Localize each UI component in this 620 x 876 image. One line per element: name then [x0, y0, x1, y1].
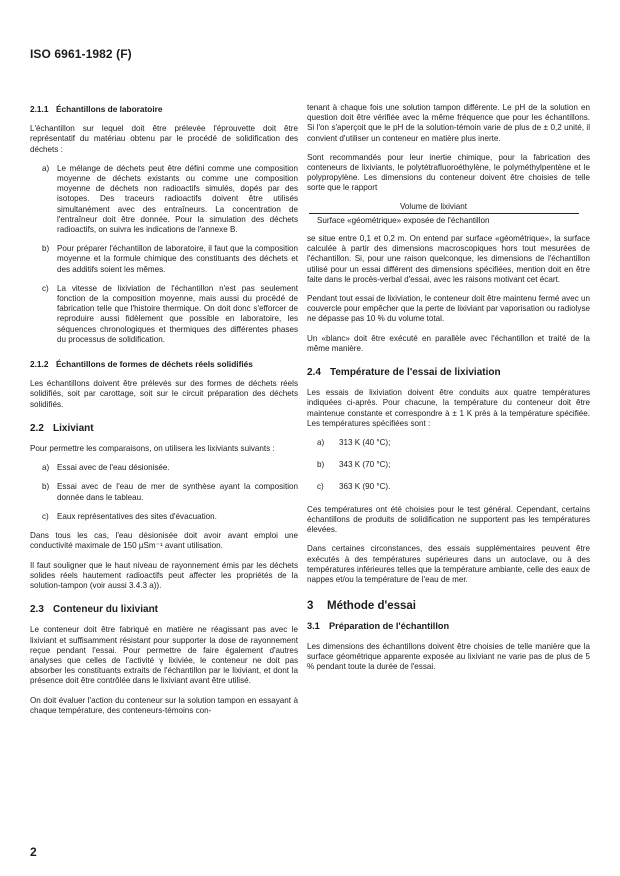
- list-item: [30, 482, 298, 502]
- list-marker: c): [42, 511, 49, 521]
- section-title: Température de l'essai de lixiviation: [330, 367, 501, 379]
- section-heading: [307, 621, 590, 631]
- left-column: [30, 104, 298, 725]
- list-marker: a): [42, 163, 50, 173]
- list-item-text: Essai avec de l'eau de mer de synthèse ayant la composition donnée dans le tableau.: [57, 482, 298, 502]
- list-item-text: 343 K (70 °C);: [339, 460, 391, 470]
- section-heading: [30, 605, 298, 615]
- section-heading: [30, 359, 298, 369]
- section-heading: [307, 368, 590, 378]
- paragraph: Un «blanc» doit être exécuté en parallèle avec l'échantillon et traité de la même manière.: [307, 333, 590, 353]
- page-header: ISO 6961-1982 (F): [30, 47, 132, 61]
- temperature-item: [317, 460, 590, 470]
- paragraph: Dans certaines circonstances, des essais supplémentaires peuvent être exécutés à des températures supérieures dans un autoclave, ou à des températures inférieures telles que la température ambiante, celle des eaux de nappes et/ou la température de l'eau de mer.: [307, 544, 590, 584]
- list-marker: b): [317, 460, 325, 470]
- paragraph: Dans tous les cas, l'eau désionisée doit avoir avant emploi une conductivité maximale de 150 µSm⁻¹ avant utilisation.: [30, 531, 298, 551]
- list-item: [30, 284, 298, 345]
- list-item-text: Pour préparer l'échantillon de laboratoire, il faut que la composition moyenne et la formule chimique des constituants des déchets et des additifs soient les mêmes.: [57, 244, 298, 274]
- right-column: [307, 103, 590, 681]
- section-title: Échantillons de formes de déchets réels solidifiés: [56, 359, 253, 370]
- list-marker: c): [317, 482, 324, 492]
- paragraph: Les dimensions des échantillons doivent être choisies de telle manière que la surface géométrique apparente exposée au lixiviant ne varie pas de plus de 5 % pendant toute la durée de l'essai.: [307, 641, 590, 671]
- list-item-text: 313 K (40 °C);: [339, 438, 391, 448]
- paragraph: Les essais de lixiviation doivent être conduits aux quatre températures indiquées ci-après. Pour chacune, la température du conteneur doit être maintenue constante et correspondre à ± 1 K près à la température spécifiée. Les températures spécifiées sont :: [307, 388, 590, 428]
- paragraph: Pour permettre les comparaisons, on utilisera les lixiviants suivants :: [30, 444, 275, 454]
- list-marker: a): [317, 438, 325, 448]
- section-title: Lixiviant: [53, 422, 94, 434]
- chapter-heading: [307, 601, 590, 611]
- page-number: 2: [30, 845, 37, 859]
- list-item-text: Eaux représentatives des sites d'évacuation.: [57, 511, 217, 521]
- section-title: Préparation de l'échantillon: [329, 621, 450, 632]
- paragraph: se situe entre 0,1 et 0,2 m. On entend par surface «géométrique», la surface calculée à partir des dimensions macroscopiques hors tout mesurées de l'échantillon. Si, pour une raison quelconque, les dimensions de l'échantillon utilisé pour un essai différent des dimensions spécifiées, mention doit en être faite dans le procès-verbal d'essai, avec les raisons motivant cet écart.: [307, 234, 590, 284]
- section-title: Conteneur du lixiviant: [53, 604, 159, 616]
- list-marker: b): [42, 244, 50, 254]
- fraction-denominator: Surface «géométrique» exposée de l'échantillon: [317, 215, 490, 225]
- list-item-text: Essai avec de l'eau désionisée.: [57, 463, 170, 473]
- paragraph: L'échantillon sur lequel doit être prélevée l'éprouvette doit être représentatif du matériau obtenu par le procédé de solidification des déchets :: [30, 124, 298, 154]
- list-marker: c): [42, 283, 49, 293]
- list-item-text: La vitesse de lixiviation de l'échantillon n'est pas seulement fonction de la composition moyenne, mais aussi du procédé de fabrication telle que l'histoire thermique. On doit donc s'efforcer de reproduire aussi fidèlement que possible en laboratoire, les séquences chronologiques et thermiques des différentes phases du processus de solidification.: [57, 283, 298, 344]
- paragraph: Pendant tout essai de lixiviation, le conteneur doit être maintenu fermé avec un couvercle pour empêcher que la perte de lixiviant par vaporisation ou radiolyse ne dépasse pas 10 % du volume total.: [307, 294, 591, 324]
- list-item: [30, 512, 298, 522]
- paragraph: Le conteneur doit être fabriqué en matière ne réagissant pas avec le lixiviant et suffisamment résistant pour supporter la dose de rayonnement reçue pendant l'essai. Pour permettre de faire également d'autres analyses que celles de l'activité γ lixiviée, le conteneur ne doit pas absorber les constituants extraits de l'échantillon par le lixiviant, et dont la présence doit être contrôlée dans le lixiviant avant être utilisé.: [30, 625, 298, 686]
- fraction-numerator: Volume de lixiviant: [399, 201, 468, 211]
- temperature-item: [317, 438, 590, 448]
- list-marker: b): [42, 482, 50, 492]
- ratio-formula: [307, 202, 590, 226]
- section-title: Méthode d'essai: [327, 600, 417, 613]
- section-number: 2.2: [30, 422, 44, 434]
- list-item-text: 363 K (90 °C).: [339, 482, 391, 492]
- paragraph: Les échantillons doivent être prélevés sur des formes de déchets réels solidifiés, soit par carottage, soit sur le circuit préparation des déchets solidifiés.: [30, 379, 298, 409]
- list-item: [30, 244, 298, 275]
- paragraph: Sont recommandés pour leur inertie chimique, pour la fabrication des conteneurs de lixiviants, le polytétrafluoroéthylène, le polyméthylpentène et le polypropylène. Les dimensions du conteneur doivent être choisies de telle sorte que le rapport: [307, 152, 590, 193]
- section-number: 2.1.1: [30, 104, 49, 114]
- paragraph: tenant à chaque fois une solution tampon différente. Le pH de la solution en question doit être vérifiée avec la même fréquence que pour les échantillons. Si l'on s'aperçoit que le pH de la solution-témoin varie de plus de ± 0,2 unité, il convient d'utiliser un conteneur en matière plus inerte.: [307, 103, 590, 143]
- section-heading: [30, 104, 298, 114]
- section-number: 3.1: [307, 621, 320, 632]
- temperature-item: [317, 482, 590, 492]
- section-number: 3: [307, 600, 314, 613]
- list-item: [30, 164, 298, 235]
- list-item: [30, 463, 298, 473]
- paragraph: On doit évaluer l'action du conteneur sur la solution tampon en essayant à chaque température, des conteneurs-témoins con-: [30, 695, 298, 715]
- section-number: 2.3: [30, 604, 44, 616]
- section-heading: [30, 424, 298, 434]
- paragraph: Il faut souligner que le haut niveau de rayonnement émis par les déchets solides réels hautement radioactifs peut affecter les propriétés de la solution-tampon (voir aussi 3.4.3 a)).: [30, 560, 298, 590]
- paragraph: Ces températures ont été choisies pour le test général. Cependant, certains échantillons de produits de solidification ne supportent pas les températures élevées.: [307, 504, 590, 535]
- section-title: Échantillons de laboratoire: [56, 104, 163, 114]
- list-marker: a): [42, 463, 50, 473]
- fraction-bar: [309, 213, 579, 214]
- section-number: 2.4: [307, 367, 321, 379]
- list-item-text: Le mélange de déchets peut être défini comme une composition moyenne de déchets existants ou comme une composition moyenne de déchets non radioactifs simulés, dopés par des isotopes. Des traceurs radioactifs doivent être utilisés simultanément avec des entraîneurs. La concentration de l'entraîneur doit être donnée. Pour la simulation des déchets radioactifs, on suivra les indications de l'annexe B.: [57, 163, 298, 235]
- section-number: 2.1.2: [30, 359, 49, 370]
